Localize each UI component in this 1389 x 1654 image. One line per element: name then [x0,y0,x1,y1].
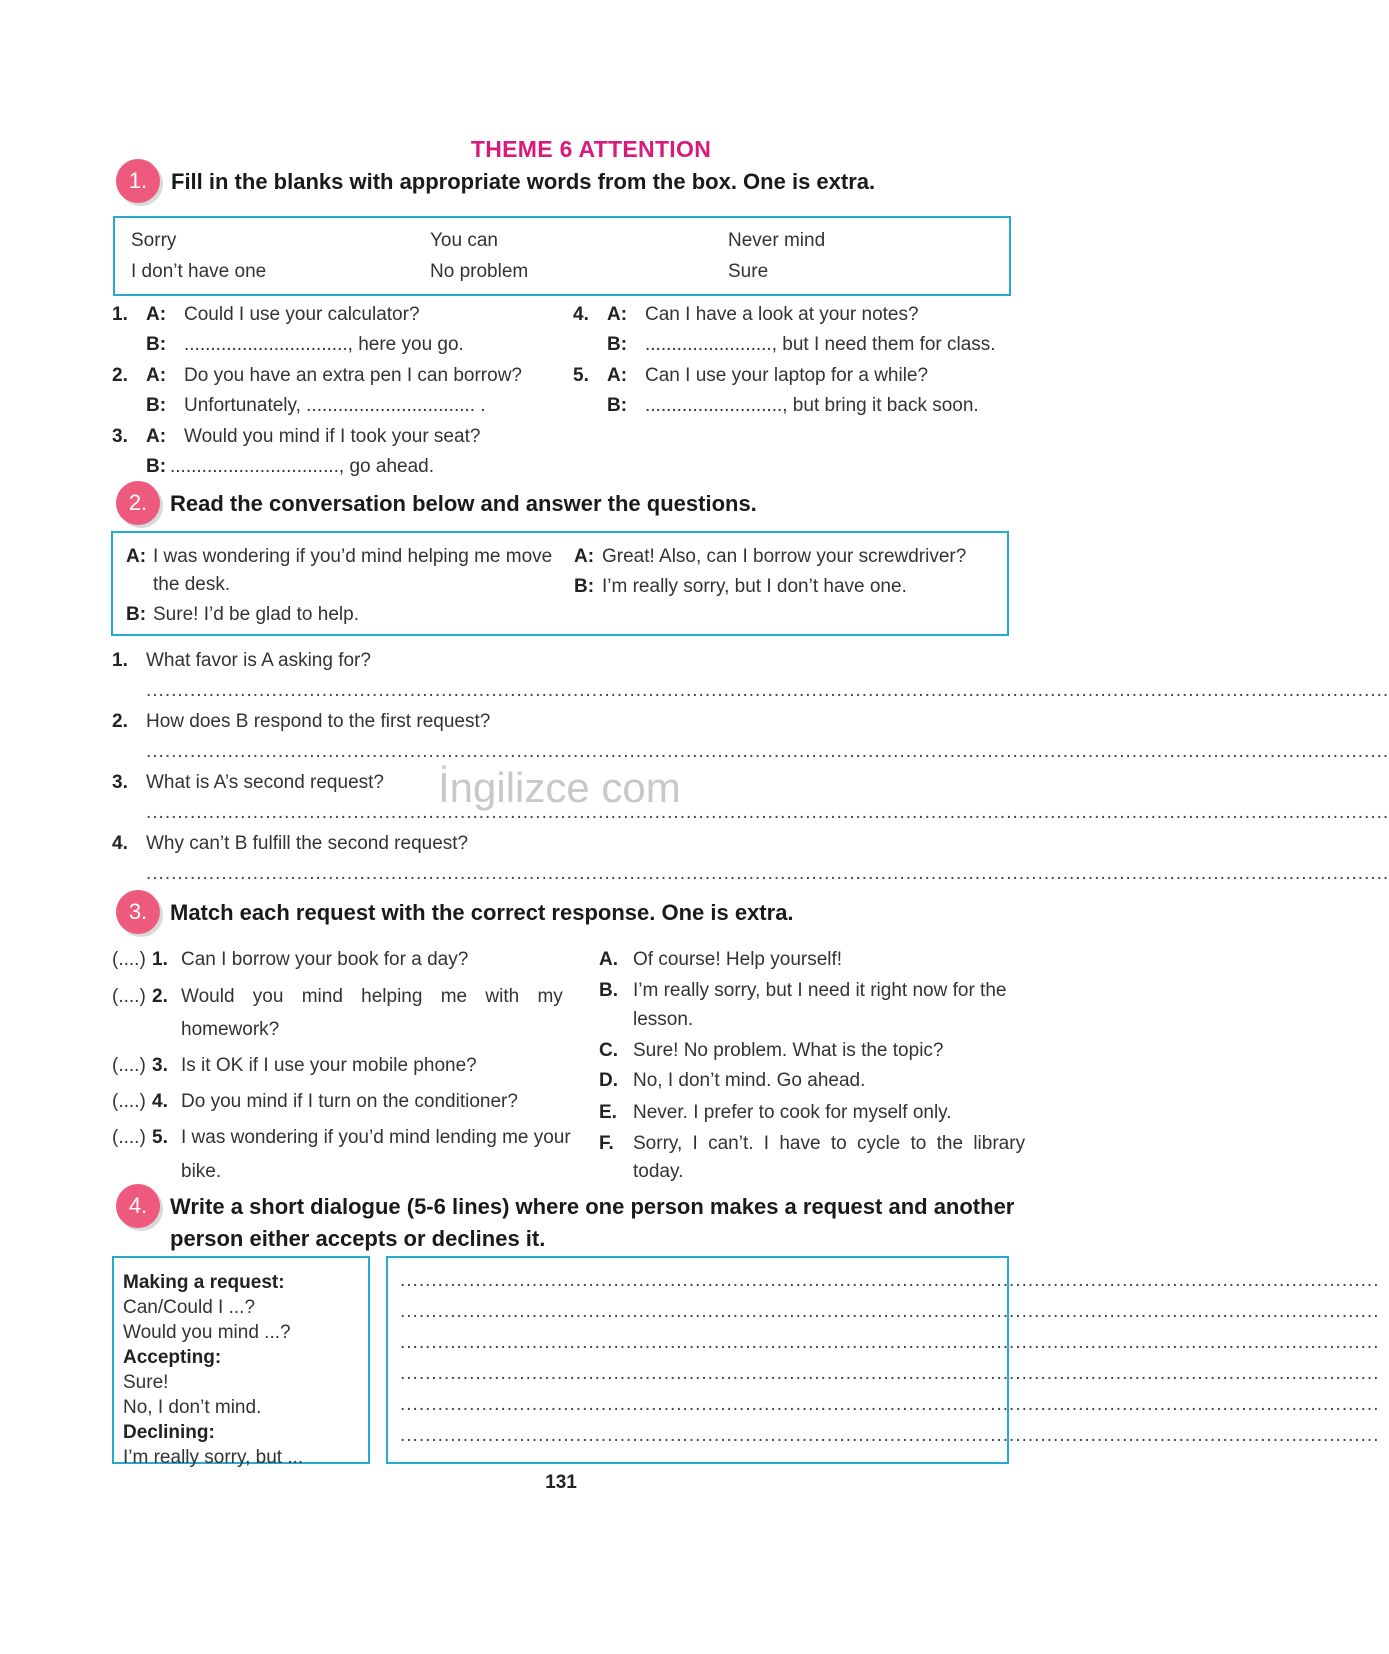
word-box [113,216,1011,296]
page-title: THEME 6 ATTENTION [470,136,712,162]
hint-phrase: Can/Could I ...? [123,1297,256,1318]
conversation-line: the desk. [153,574,231,595]
writing-line[interactable]: ............................................................................................................................................................ [400,1270,1380,1291]
speaker-b: B: [607,334,628,355]
conversation-line: I’m really sorry, but I don’t have one. [602,576,907,597]
writing-line[interactable]: ............................................................................................................................................................ [400,1425,1380,1446]
answer-line[interactable]: ...................................................................................................................................................................................................... [146,863,1389,884]
dialogue-writing-box [386,1256,1380,1464]
writing-line[interactable]: ............................................................................................................................................................ [400,1394,1380,1415]
hint-heading-accept: Accepting: [123,1347,222,1368]
hint-phrase: Sure! [123,1372,169,1393]
speaker-b: B: [126,604,147,625]
question-number: 3. [112,772,128,793]
item-number: 5. [573,365,589,386]
speaker-a: A: [574,546,595,567]
response-text-cont: today. [633,1161,684,1182]
question-text: Can I use your laptop for a while? [645,365,929,386]
response-text: Never. I prefer to cook for myself only. [633,1102,952,1123]
item-number: 1. [112,304,128,325]
section-2-badge: 2. [116,481,160,525]
request-text-cont: bike. [181,1161,222,1182]
response-text: Of course! Help yourself! [633,949,843,970]
response-text: I’m really sorry, but I need it right now for the [633,980,1007,1001]
response-letter: E. [599,1102,617,1123]
response-text: No, I don’t mind. Go ahead. [633,1070,866,1091]
request-number: 1. [152,949,168,970]
word-no-problem: No problem [430,261,529,282]
hint-phrase: Would you mind ...? [123,1322,291,1343]
conversation-line: Sure! I’d be glad to help. [153,604,359,625]
response-letter: C. [599,1040,618,1061]
word-you-can: You can [430,230,498,251]
question-text: Do you have an extra pen I can borrow? [184,365,522,386]
question-text: Can I have a look at your notes? [645,304,919,325]
speaker-a: A: [126,546,147,567]
section-1-badge: 1. [116,159,160,203]
speaker-a: A: [146,426,167,447]
match-blank[interactable]: (....) [112,1127,146,1148]
section-1-title: Fill in the blanks with appropriate words from the box. One is extra. [171,169,876,194]
response-letter: A. [599,949,618,970]
match-blank[interactable]: (....) [112,1055,146,1076]
request-text: Is it OK if I use your mobile phone? [181,1055,477,1076]
conversation-box [111,531,1009,636]
question-number: 4. [112,833,128,854]
response-letter: D. [599,1070,618,1091]
match-blank[interactable]: (....) [112,949,146,970]
section-4-title-line-1: Write a short dialogue (5-6 lines) where one person makes a request and another [170,1194,1015,1219]
request-text: Do you mind if I turn on the conditioner? [181,1091,518,1112]
section-4-title-line-2: person either accepts or declines it. [170,1226,546,1251]
hint-phrase: No, I don’t mind. [123,1397,262,1418]
item-number: 2. [112,365,128,386]
request-number: 4. [152,1091,168,1112]
word-never-mind: Never mind [728,230,826,251]
speaker-a: A: [607,365,628,386]
speaker-b: B: [146,395,167,416]
writing-line[interactable]: ............................................................................................................................................................ [400,1301,1380,1322]
word-sorry: Sorry [131,230,177,251]
writing-line[interactable]: ............................................................................................................................................................ [400,1363,1380,1384]
question-text: Could I use your calculator? [184,304,420,325]
item-number: 4. [573,304,589,325]
answer-blank: ................................, go ahead. [170,456,435,477]
response-letter: F. [599,1133,614,1154]
hint-box [112,1256,370,1468]
item-number: 3. [112,426,128,447]
page-number: 131 [545,1472,577,1493]
answer-line[interactable]: ...................................................................................................................................................................................................... [146,680,1389,701]
writing-line[interactable]: ............................................................................................................................................................ [400,1332,1380,1353]
conversation-line: Great! Also, can I borrow your screwdriver? [602,546,967,567]
response-text: Sure! No problem. What is the topic? [633,1040,944,1061]
speaker-a: A: [146,365,167,386]
answer-blank: .........................., but bring it back soon. [645,395,979,416]
request-text: I was wondering if you’d mind lending me your [181,1127,571,1148]
answer-blank: ........................, but I need them for class. [645,334,996,355]
word-i-dont-have-one: I don’t have one [131,261,267,282]
question-number: 1. [112,650,128,671]
match-blank[interactable]: (....) [112,986,146,1007]
request-text: Would you mind helping me with my [181,986,563,1007]
answer-line[interactable]: ...................................................................................................................................................................................................... [146,802,1389,823]
answer-line[interactable]: ...................................................................................................................................................................................................... [146,741,1389,762]
speaker-b: B: [607,395,628,416]
question-text: How does B respond to the first request? [146,711,491,732]
speaker-a: A: [607,304,628,325]
question-text: Why can’t B fulfill the second request? [146,833,469,854]
request-text-cont: homework? [181,1019,280,1040]
section-3-title: Match each request with the correct response. One is extra. [170,900,794,925]
answer-blank: ..............................., here you go. [184,334,464,355]
answer-blank: Unfortunately, ................................ . [184,395,486,416]
question-text: What is A’s second request? [146,772,384,793]
question-number: 2. [112,711,128,732]
request-number: 3. [152,1055,168,1076]
conversation-line: I was wondering if you’d mind helping me move [153,546,553,567]
request-text: Can I borrow your book for a day? [181,949,469,970]
question-text: Would you mind if I took your seat? [184,426,481,447]
speaker-b: B: [146,334,167,355]
hint-heading-decline: Declining: [123,1422,215,1443]
hint-phrase: I’m really sorry, but ... [123,1447,304,1468]
request-number: 2. [152,986,168,1007]
watermark: İngilizce com [438,764,681,811]
word-sure: Sure [728,261,769,282]
section-4-badge: 4. [116,1184,160,1228]
match-blank[interactable]: (....) [112,1091,146,1112]
speaker-b: B: [146,456,167,477]
question-text: What favor is A asking for? [146,650,371,671]
speaker-a: A: [146,304,167,325]
request-number: 5. [152,1127,168,1148]
section-3-badge: 3. [116,890,160,934]
hint-heading-request: Making a request: [123,1272,285,1293]
speaker-b: B: [574,576,595,597]
section-2-title: Read the conversation below and answer the questions. [170,491,757,516]
response-letter: B. [599,980,618,1001]
response-text-cont: lesson. [633,1009,694,1030]
response-text: Sorry, I can’t. I have to cycle to the library [633,1133,1026,1154]
